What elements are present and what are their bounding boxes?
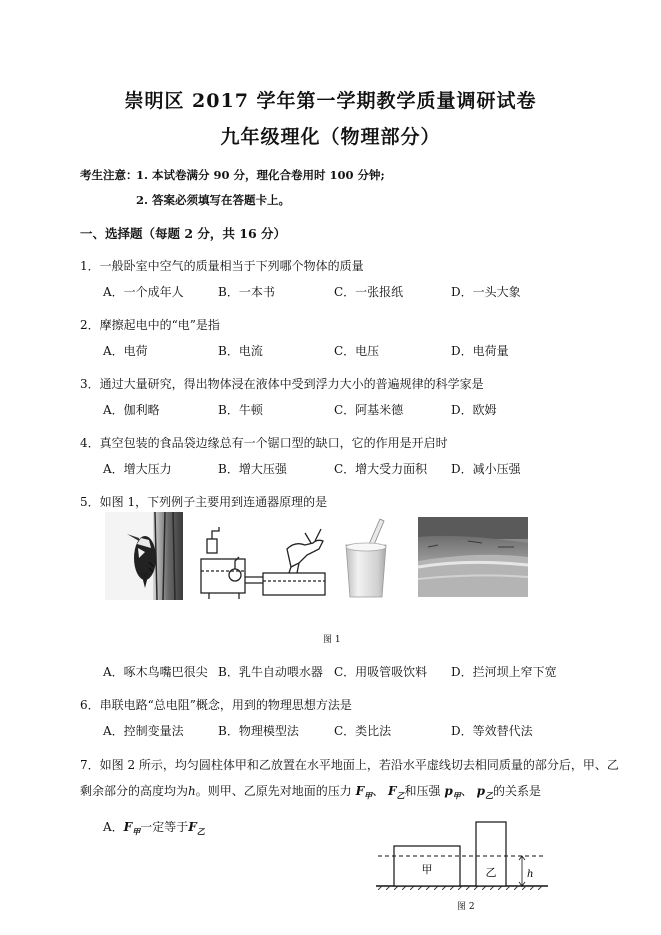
question-4-option-c: C．增大受力面积 [334,462,428,476]
section-title: 一、选择题（每题 2 分，共 16 分） [80,226,287,241]
q7-p-yi: $p_乙$ [476,784,493,801]
woodpecker-image [105,512,183,600]
question-1-option-d: D．一头大象 [451,285,521,299]
q7a-F-jia: $F_甲$ [123,820,141,837]
question-2-option-d: D．电荷量 [451,344,509,358]
q7-F-jia: $F_甲$ [355,784,373,801]
exam-title: 崇明区 2017 学年第一学期教学质量调研试卷 [124,90,537,112]
question-3-option-d: D．欧姆 [451,403,497,417]
question-5-stem: 5．如图 1，下列例子主要用到连通器原理的是 [80,495,328,509]
q7a-F-yi: $F_乙$ [188,820,205,837]
question-3-stem: 3．通过大量研究，得出物体浸在液体中受到浮力大小的普遍规律的科学家是 [80,377,484,391]
notes-label: 考生注意： [80,168,138,182]
question-4-option-d: D．减小压强 [451,462,521,476]
q7-text-b: 。则甲、乙原先对地面的压力 [195,784,352,798]
question-1-option-c: C．一张报纸 [334,285,404,299]
question-3-option-b: B．牛顿 [218,403,263,417]
question-1-option-b: B．一本书 [218,285,275,299]
figure-2-caption: 图 2 [457,902,475,912]
question-6-option-b: B．物理模型法 [218,724,299,738]
river-dam-image [418,517,528,597]
question-5-option-a: A．啄木鸟嘴巴很尖 [103,665,208,679]
question-2-option-a: A．电荷 [103,344,148,358]
figure-1-caption: 图 1 [323,635,341,645]
question-5-option-d: D．拦河坝上窄下宽 [451,665,557,679]
question-1-stem: 1．一般卧室中空气的质量相当于下列哪个物体的质量 [80,259,364,273]
figure-2-diagram [372,818,552,890]
notes-item-2: 2. 答案必须填写在答题卡上。 [136,193,291,207]
question-3-option-a: A．伽利略 [103,403,160,417]
q7-text-a: 剩余部分的高度均为 [80,784,189,798]
label-h: h [527,869,534,880]
question-5-option-b: B．乳牛自动喂水器 [218,665,323,679]
question-3-option-c: C．阿基米德 [334,403,404,417]
question-6-option-c: C．类比法 [334,724,392,738]
label-yi: 乙 [485,866,497,879]
q7-p-jia: $p_甲$ [444,784,461,801]
q7-h: h [188,784,196,798]
question-4-option-a: A．增大压力 [103,462,172,476]
question-4-stem: 4．真空包装的食品袋边缘总有一个锯口型的缺口，它的作用是开启时 [80,436,448,450]
question-4-option-b: B．增大压强 [218,462,287,476]
question-5-option-c: C．用吸管吸饮料 [334,665,428,679]
question-7-option-a: A．$F_甲$一定等于$F_乙$ [103,820,205,837]
question-2-option-b: B．电流 [218,344,263,358]
question-6-stem: 6．串联电路“总电阻”概念，用到的物理思想方法是 [80,698,352,712]
notes-item-1: 1. 本试卷满分 90 分，理化合卷用时 100 分钟; [136,168,385,182]
drinking-straw-image [340,517,392,599]
question-7-line-2: 剩余部分的高度均为h。则甲、乙原先对地面的压力 $F_甲$、 $F_乙$和压强 $p_甲$、 $p_乙$的关系是 [80,784,541,801]
cow-water-feeder-image [199,519,327,601]
question-6-option-a: A．控制变量法 [103,724,184,738]
label-jia: 甲 [421,863,433,876]
question-1-option-a: A．一个成年人 [103,285,184,299]
question-2-stem: 2．摩擦起电中的“电”是指 [80,318,220,332]
exam-subtitle: 九年级理化（物理部分） [220,126,441,148]
q7-F-yi: $F_乙$ [387,784,405,801]
question-7-line-1: 7．如图 2 所示，均匀圆柱体甲和乙放置在水平地面上，若沿水平虚线切去相同质量的部分后，甲、乙 [80,758,619,772]
question-2-option-c: C．电压 [334,344,380,358]
question-6-option-d: D．等效替代法 [451,724,533,738]
